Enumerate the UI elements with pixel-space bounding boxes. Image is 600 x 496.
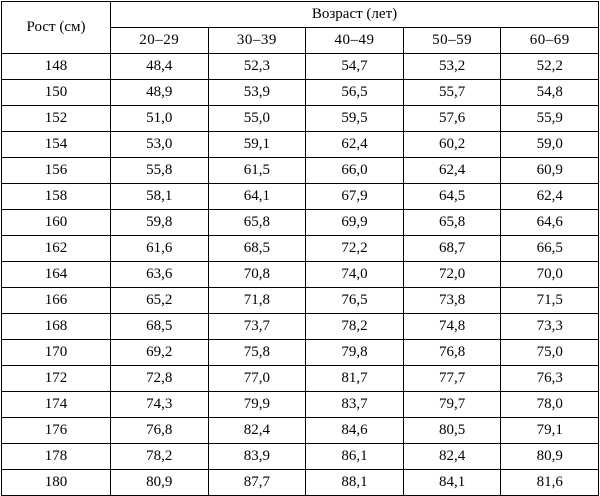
cell-value: 82,4 — [208, 418, 306, 444]
column-header-age-30-39: 30–39 — [208, 28, 306, 54]
cell-value: 48,9 — [111, 80, 209, 106]
cell-value: 65,8 — [403, 210, 501, 236]
cell-value: 59,8 — [111, 210, 209, 236]
cell-value: 78,0 — [501, 392, 599, 418]
cell-value: 79,9 — [208, 392, 306, 418]
table-row — [2, 288, 599, 314]
cell-value: 80,5 — [403, 418, 501, 444]
column-header-age-60-69: 60–69 — [501, 28, 599, 54]
cell-value: 77,0 — [208, 366, 306, 392]
cell-value: 68,5 — [208, 236, 306, 262]
cell-value: 71,8 — [208, 288, 306, 314]
cell-value: 64,1 — [208, 184, 306, 210]
cell-value: 66,5 — [501, 236, 599, 262]
cell-value: 84,6 — [306, 418, 404, 444]
row-header-height: 166 — [2, 288, 111, 314]
cell-value: 83,9 — [208, 444, 306, 470]
cell-value: 71,5 — [501, 288, 599, 314]
cell-value: 69,2 — [111, 340, 209, 366]
cell-value: 70,8 — [208, 262, 306, 288]
table-row — [2, 418, 599, 444]
document-page — [0, 1, 600, 490]
cell-value: 69,9 — [306, 210, 404, 236]
cell-value: 61,6 — [111, 236, 209, 262]
cell-value: 80,9 — [111, 470, 209, 496]
cell-value: 83,7 — [306, 392, 404, 418]
row-header-height: 158 — [2, 184, 111, 210]
row-header-height: 172 — [2, 366, 111, 392]
table-row — [2, 80, 599, 106]
row-header-height: 156 — [2, 158, 111, 184]
cell-value: 68,5 — [111, 314, 209, 340]
table-row — [2, 340, 599, 366]
cell-value: 70,0 — [501, 262, 599, 288]
row-header-height: 178 — [2, 444, 111, 470]
cell-value: 87,7 — [208, 470, 306, 496]
table-row — [2, 132, 599, 158]
cell-value: 58,1 — [111, 184, 209, 210]
table-row — [2, 184, 599, 210]
row-header-height: 154 — [2, 132, 111, 158]
cell-value: 77,7 — [403, 366, 501, 392]
table-row — [2, 236, 599, 262]
cell-value: 54,8 — [501, 80, 599, 106]
table-header — [2, 2, 599, 54]
cell-value: 65,2 — [111, 288, 209, 314]
table-body — [2, 54, 599, 496]
cell-value: 56,5 — [306, 80, 404, 106]
cell-value: 62,4 — [306, 132, 404, 158]
row-header-height: 152 — [2, 106, 111, 132]
cell-value: 52,3 — [208, 54, 306, 80]
cell-value: 84,1 — [403, 470, 501, 496]
column-header-age-50-59: 50–59 — [403, 28, 501, 54]
table-row — [2, 366, 599, 392]
row-header-height: 162 — [2, 236, 111, 262]
cell-value: 55,7 — [403, 80, 501, 106]
cell-value: 55,0 — [208, 106, 306, 132]
table-row — [2, 470, 599, 496]
cell-value: 62,4 — [501, 184, 599, 210]
column-header-age-40-49: 40–49 — [306, 28, 404, 54]
cell-value: 72,2 — [306, 236, 404, 262]
cell-value: 59,0 — [501, 132, 599, 158]
table-row — [2, 262, 599, 288]
cell-value: 65,8 — [208, 210, 306, 236]
cell-value: 53,2 — [403, 54, 501, 80]
cell-value: 86,1 — [306, 444, 404, 470]
cell-value: 54,7 — [306, 54, 404, 80]
cell-value: 78,2 — [306, 314, 404, 340]
cell-value: 79,8 — [306, 340, 404, 366]
table-row — [2, 392, 599, 418]
cell-value: 78,2 — [111, 444, 209, 470]
cell-value: 74,3 — [111, 392, 209, 418]
cell-value: 52,2 — [501, 54, 599, 80]
cell-value: 74,0 — [306, 262, 404, 288]
cell-value: 81,6 — [501, 470, 599, 496]
cell-value: 53,0 — [111, 132, 209, 158]
cell-value: 76,8 — [111, 418, 209, 444]
cell-value: 64,5 — [403, 184, 501, 210]
table-row — [2, 444, 599, 470]
row-header-height: 176 — [2, 418, 111, 444]
cell-value: 73,8 — [403, 288, 501, 314]
row-header-height: 170 — [2, 340, 111, 366]
row-header-height: 168 — [2, 314, 111, 340]
table-row — [2, 314, 599, 340]
cell-value: 62,4 — [403, 158, 501, 184]
table-row — [2, 158, 599, 184]
cell-value: 48,4 — [111, 54, 209, 80]
cell-value: 63,6 — [111, 262, 209, 288]
row-header-height: 148 — [2, 54, 111, 80]
cell-value: 67,9 — [306, 184, 404, 210]
cell-value: 66,0 — [306, 158, 404, 184]
column-header-age-20-29: 20–29 — [111, 28, 209, 54]
cell-value: 76,3 — [501, 366, 599, 392]
cell-value: 60,2 — [403, 132, 501, 158]
cell-value: 64,6 — [501, 210, 599, 236]
cell-value: 74,8 — [403, 314, 501, 340]
cell-value: 55,8 — [111, 158, 209, 184]
cell-value: 55,9 — [501, 106, 599, 132]
cell-value: 73,3 — [501, 314, 599, 340]
column-group-header: Возраст (лет) — [111, 2, 599, 28]
cell-value: 79,1 — [501, 418, 599, 444]
cell-value: 76,8 — [403, 340, 501, 366]
cell-value: 81,7 — [306, 366, 404, 392]
cell-value: 80,9 — [501, 444, 599, 470]
cell-value: 75,8 — [208, 340, 306, 366]
cell-value: 75,0 — [501, 340, 599, 366]
cell-value: 51,0 — [111, 106, 209, 132]
row-header-height: 180 — [2, 470, 111, 496]
cell-value: 59,5 — [306, 106, 404, 132]
cell-value: 53,9 — [208, 80, 306, 106]
table-row — [2, 54, 599, 80]
cell-value: 72,0 — [403, 262, 501, 288]
row-header-label: Рост (см) — [2, 2, 111, 54]
cell-value: 88,1 — [306, 470, 404, 496]
cell-value: 68,7 — [403, 236, 501, 262]
cell-value: 73,7 — [208, 314, 306, 340]
cell-value: 59,1 — [208, 132, 306, 158]
cell-value: 72,8 — [111, 366, 209, 392]
cell-value: 61,5 — [208, 158, 306, 184]
cell-value: 79,7 — [403, 392, 501, 418]
table-row — [2, 106, 599, 132]
cell-value: 57,6 — [403, 106, 501, 132]
cell-value: 76,5 — [306, 288, 404, 314]
row-header-height: 160 — [2, 210, 111, 236]
row-header-height: 150 — [2, 80, 111, 106]
row-header-height: 174 — [2, 392, 111, 418]
cell-value: 82,4 — [403, 444, 501, 470]
table-header-row-1 — [2, 2, 599, 28]
cell-value: 60,9 — [501, 158, 599, 184]
table-row — [2, 210, 599, 236]
height-weight-age-table — [1, 1, 599, 496]
row-header-height: 164 — [2, 262, 111, 288]
